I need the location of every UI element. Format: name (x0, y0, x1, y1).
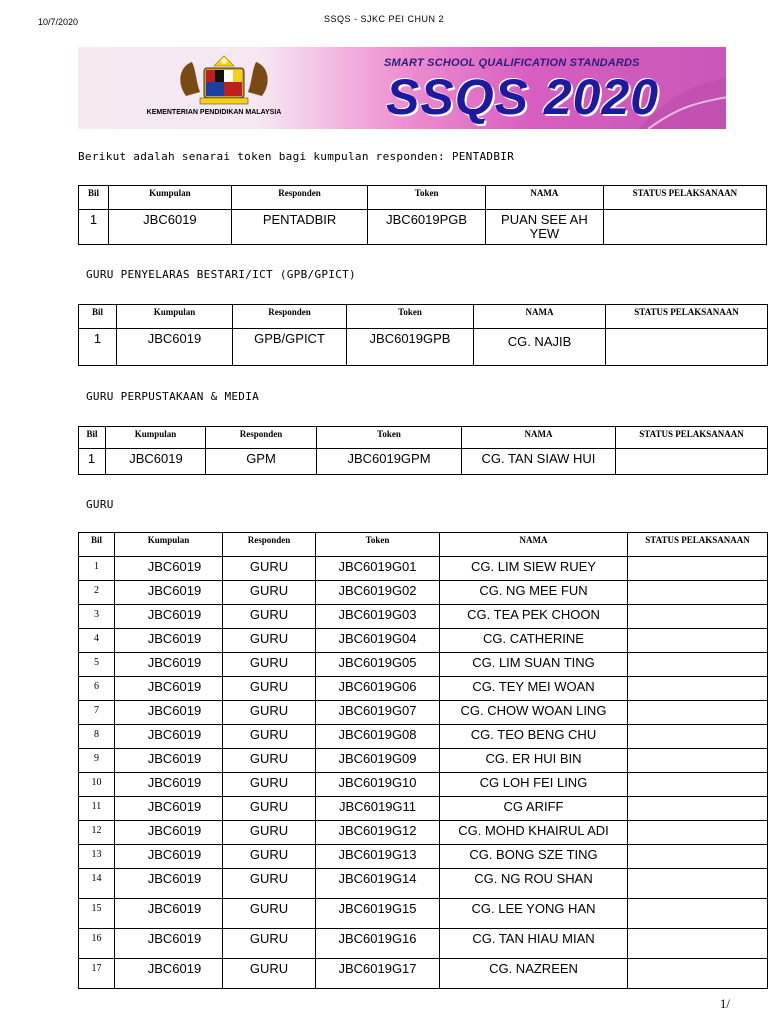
cell-token: JBC6019G06 (316, 677, 440, 701)
cell-token: JBC6019GPM (317, 449, 462, 475)
cell-kumpulan: JBC6019 (115, 581, 223, 605)
cell-bil: 6 (79, 677, 115, 701)
table-pentadbir (78, 185, 767, 245)
col-header-bil: Bil (79, 305, 117, 329)
table-row (79, 959, 768, 989)
cell-token: JBC6019PGB (368, 210, 486, 245)
cell-token: JBC6019G15 (316, 899, 440, 929)
cell-nama: CG. TEY MEI WOAN (440, 677, 628, 701)
cell-status[interactable] (603, 210, 766, 245)
table-row (79, 653, 768, 677)
cell-status[interactable] (628, 653, 768, 677)
cell-kumpulan: JBC6019 (106, 449, 206, 475)
cell-token: JBC6019G13 (316, 845, 440, 869)
col-header-token: Token (316, 533, 440, 557)
cell-token: JBC6019G08 (316, 725, 440, 749)
cell-token: JBC6019G14 (316, 869, 440, 899)
cell-nama: CG. MOHD KHAIRUL ADI (440, 821, 628, 845)
table-row (79, 210, 767, 245)
cell-responden: GURU (223, 869, 316, 899)
cell-bil: 10 (79, 773, 115, 797)
cell-nama: CG. CHOW WOAN LING (440, 701, 628, 725)
table-row (79, 629, 768, 653)
cell-responden: GURU (223, 929, 316, 959)
table-row (79, 677, 768, 701)
cell-kumpulan: JBC6019 (115, 749, 223, 773)
cell-responden: GURU (223, 773, 316, 797)
table-row (79, 797, 768, 821)
table-header-row (79, 186, 767, 210)
cell-bil: 1 (79, 449, 106, 475)
cell-status[interactable] (616, 449, 768, 475)
col-header-status: STATUS PELAKSANAAN (603, 186, 766, 210)
cell-responden: GURU (223, 725, 316, 749)
cell-token: JBC6019G02 (316, 581, 440, 605)
cell-kumpulan: JBC6019 (115, 701, 223, 725)
cell-kumpulan: JBC6019 (115, 845, 223, 869)
cell-nama: CG. NAJIB (474, 329, 606, 366)
cell-token: JBC6019G10 (316, 773, 440, 797)
col-header-bil: Bil (79, 427, 106, 449)
cell-kumpulan: JBC6019 (115, 929, 223, 959)
cell-status[interactable] (628, 797, 768, 821)
col-header-kumpulan: Kumpulan (117, 305, 233, 329)
cell-kumpulan: JBC6019 (115, 725, 223, 749)
cell-token: JBC6019G05 (316, 653, 440, 677)
cell-nama: CG. NAZREEN (440, 959, 628, 989)
table-row (79, 899, 768, 929)
table-guru (78, 532, 768, 989)
cell-kumpulan: JBC6019 (108, 210, 231, 245)
cell-status[interactable] (628, 581, 768, 605)
col-header-responden: Responden (233, 305, 347, 329)
cell-token: JBC6019G16 (316, 929, 440, 959)
cell-status[interactable] (628, 845, 768, 869)
cell-kumpulan: JBC6019 (117, 329, 233, 366)
cell-token: JBC6019G12 (316, 821, 440, 845)
section-caption-guru: GURU (86, 498, 114, 511)
col-header-responden: Responden (231, 186, 367, 210)
table-row (79, 557, 768, 581)
col-header-responden: Responden (206, 427, 317, 449)
table-row (79, 821, 768, 845)
cell-bil: 3 (79, 605, 115, 629)
table-row (79, 605, 768, 629)
cell-status[interactable] (628, 959, 768, 989)
col-header-nama: NAMA (474, 305, 606, 329)
print-date: 10/7/2020 (38, 17, 79, 27)
cell-kumpulan: JBC6019 (115, 899, 223, 929)
banner-tagline: SMART SCHOOL QUALIFICATION STANDARDS (384, 57, 640, 69)
document-title: SSQS - SJKC PEI CHUN 2 (323, 14, 445, 24)
cell-responden: GURU (223, 629, 316, 653)
cell-kumpulan: JBC6019 (115, 653, 223, 677)
cell-nama: CG. TEO BENG CHU (440, 725, 628, 749)
cell-responden: GURU (223, 653, 316, 677)
ssqs-banner (78, 47, 726, 129)
cell-nama: CG. BONG SZE TING (440, 845, 628, 869)
cell-status[interactable] (628, 869, 768, 899)
cell-kumpulan: JBC6019 (115, 605, 223, 629)
cell-responden: GURU (223, 749, 316, 773)
cell-bil: 1 (79, 329, 117, 366)
cell-nama: CG. TAN HIAU MIAN (440, 929, 628, 959)
cell-responden: GURU (223, 701, 316, 725)
cell-responden: GURU (223, 605, 316, 629)
table-row (79, 773, 768, 797)
col-header-token: Token (347, 305, 474, 329)
cell-responden: GPB/GPICT (233, 329, 347, 366)
ssqs-2020-logo: SSQS 2020 (386, 69, 660, 125)
cell-bil: 12 (79, 821, 115, 845)
cell-bil: 1 (79, 210, 109, 245)
table-header-row (79, 305, 768, 329)
cell-token: JBC6019G03 (316, 605, 440, 629)
cell-status[interactable] (628, 749, 768, 773)
col-header-kumpulan: Kumpulan (108, 186, 231, 210)
cell-responden: GURU (223, 581, 316, 605)
cell-responden: GURU (223, 677, 316, 701)
cell-kumpulan: JBC6019 (115, 557, 223, 581)
cell-responden: GPM (206, 449, 317, 475)
section-caption-gpm: GURU PERPUSTAKAAN & MEDIA (86, 390, 260, 403)
cell-kumpulan: JBC6019 (115, 797, 223, 821)
page-number: 1/ (719, 996, 730, 1011)
col-header-nama: NAMA (486, 186, 604, 210)
cell-bil: 5 (79, 653, 115, 677)
cell-nama: CG. LEE YONG HAN (440, 899, 628, 929)
cell-bil: 13 (79, 845, 115, 869)
cell-bil: 14 (79, 869, 115, 899)
col-header-token: Token (368, 186, 486, 210)
cell-responden: GURU (223, 557, 316, 581)
table-row (79, 581, 768, 605)
cell-bil: 15 (79, 899, 115, 929)
ministry-name: KEMENTERIAN PENDIDIKAN MALAYSIA (146, 109, 282, 116)
table-row (79, 929, 768, 959)
cell-token: JBC6019G01 (316, 557, 440, 581)
cell-bil: 4 (79, 629, 115, 653)
cell-kumpulan: JBC6019 (115, 773, 223, 797)
cell-nama: CG. LIM SUAN TING (440, 653, 628, 677)
cell-bil: 1 (79, 557, 115, 581)
cell-nama: CG. TAN SIAW HUI (462, 449, 616, 475)
table-row (79, 449, 768, 475)
cell-responden: PENTADBIR (231, 210, 367, 245)
col-header-nama: NAMA (462, 427, 616, 449)
cell-nama: CG. TEA PEK CHOON (440, 605, 628, 629)
table-row (79, 701, 768, 725)
cell-token: JBC6019G11 (316, 797, 440, 821)
table-row (79, 845, 768, 869)
col-header-status: STATUS PELAKSANAAN (628, 533, 768, 557)
cell-bil: 7 (79, 701, 115, 725)
cell-status[interactable] (628, 725, 768, 749)
cell-status[interactable] (606, 329, 768, 366)
col-header-responden: Responden (223, 533, 316, 557)
cell-status[interactable] (628, 605, 768, 629)
cell-status[interactable] (628, 701, 768, 725)
table-row (79, 869, 768, 899)
cell-nama: CG. LIM SIEW RUEY (440, 557, 628, 581)
table-row (79, 749, 768, 773)
cell-responden: GURU (223, 899, 316, 929)
col-header-kumpulan: Kumpulan (115, 533, 223, 557)
cell-bil: 8 (79, 725, 115, 749)
cell-status[interactable] (628, 629, 768, 653)
cell-nama: CG. CATHERINE (440, 629, 628, 653)
cell-bil: 11 (79, 797, 115, 821)
table-gpm (78, 426, 768, 475)
cell-responden: GURU (223, 959, 316, 989)
col-header-status: STATUS PELAKSANAAN (616, 427, 768, 449)
cell-token: JBC6019G09 (316, 749, 440, 773)
cell-token: JBC6019G17 (316, 959, 440, 989)
section-caption-pentadbir: Berikut adalah senarai token bagi kumpulan responden: PENTADBIR (78, 150, 515, 163)
cell-nama: CG. ER HUI BIN (440, 749, 628, 773)
cell-status[interactable] (628, 899, 768, 929)
cell-nama: CG LOH FEI LING (440, 773, 628, 797)
col-header-status: STATUS PELAKSANAAN (606, 305, 768, 329)
cell-status[interactable] (628, 677, 768, 701)
cell-bil: 2 (79, 581, 115, 605)
cell-responden: GURU (223, 821, 316, 845)
table-header-row (79, 533, 768, 557)
table-row (79, 329, 768, 366)
table-gpb (78, 304, 768, 366)
col-header-nama: NAMA (440, 533, 628, 557)
table-header-row (79, 427, 768, 449)
col-header-kumpulan: Kumpulan (106, 427, 206, 449)
cell-status[interactable] (628, 773, 768, 797)
cell-kumpulan: JBC6019 (115, 959, 223, 989)
cell-status[interactable] (628, 929, 768, 959)
cell-kumpulan: JBC6019 (115, 677, 223, 701)
cell-bil: 9 (79, 749, 115, 773)
cell-kumpulan: JBC6019 (115, 869, 223, 899)
cell-kumpulan: JBC6019 (115, 629, 223, 653)
cell-responden: GURU (223, 845, 316, 869)
cell-nama: CG ARIFF (440, 797, 628, 821)
cell-token: JBC6019G04 (316, 629, 440, 653)
cell-nama: PUAN SEE AH YEW (486, 210, 604, 245)
cell-token: JBC6019G07 (316, 701, 440, 725)
cell-nama: CG. NG MEE FUN (440, 581, 628, 605)
col-header-bil: Bil (79, 533, 115, 557)
col-header-bil: Bil (79, 186, 109, 210)
cell-responden: GURU (223, 797, 316, 821)
cell-bil: 16 (79, 929, 115, 959)
cell-status[interactable] (628, 821, 768, 845)
cell-bil: 17 (79, 959, 115, 989)
section-caption-gpb: GURU PENYELARAS BESTARI/ICT (GPB/GPICT) (86, 268, 356, 281)
cell-token: JBC6019GPB (347, 329, 474, 366)
table-row (79, 725, 768, 749)
cell-status[interactable] (628, 557, 768, 581)
cell-kumpulan: JBC6019 (115, 821, 223, 845)
cell-nama: CG. NG ROU SHAN (440, 869, 628, 899)
col-header-token: Token (317, 427, 462, 449)
malaysia-coat-of-arms-icon (166, 52, 282, 108)
